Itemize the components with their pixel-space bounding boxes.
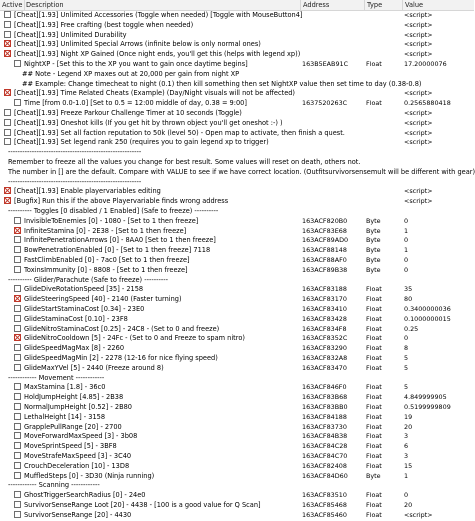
table-row[interactable] <box>0 256 474 264</box>
table-row[interactable] <box>0 217 474 225</box>
description-cell: GlideStaminaCost [0.10] - 23F8 <box>24 314 128 323</box>
description-cell: InfiniteStamina [0] - 2E38 - [Set to 1 then freeze] <box>24 226 187 235</box>
address-cell[interactable]: 1637520263C <box>302 99 348 108</box>
address-cell[interactable]: 163ACF846F0 <box>302 383 347 392</box>
table-header <box>0 0 474 11</box>
description-cell: GlideStartStaminaCost [0.34] - 23E0 <box>24 305 145 313</box>
table-row[interactable] <box>0 491 474 499</box>
type-cell[interactable]: Float <box>366 501 382 509</box>
table-row[interactable] <box>0 50 474 58</box>
description-cell: ## Example: Change timecheat to night (0.1) then kill something then set NightXP value then set time to day (0.38-0.8) <box>22 79 422 88</box>
description-cell: FastClimbEnabled [0] - 7ac0 [Set to 1 then freeze] <box>24 256 190 264</box>
description-cell: MoveSprintSpeed [5] - 3BF8 <box>24 442 117 451</box>
value-cell[interactable]: <script> <box>404 118 433 127</box>
value-cell[interactable]: 0 <box>404 216 409 225</box>
value-cell[interactable]: <script> <box>404 89 433 98</box>
table-row[interactable] <box>0 344 474 352</box>
active-checkbox[interactable] <box>14 383 21 390</box>
type-cell[interactable]: Float <box>366 305 382 313</box>
address-cell[interactable]: 163ACF83510 <box>302 491 347 500</box>
table-row[interactable] <box>0 246 474 254</box>
active-checkbox[interactable] <box>14 256 21 263</box>
description-cell: [Cheat][1.93] Night XP Gained (Once night ends, you'll get this (helps with legend xp)) <box>14 50 301 59</box>
active-checkbox[interactable] <box>14 511 21 518</box>
address-cell[interactable]: 163ACF820B0 <box>302 216 348 225</box>
value-cell[interactable]: 5 <box>404 383 409 392</box>
header-description[interactable]: Description <box>26 1 64 9</box>
description-cell: [Cheat][1.93] Free crafting (best toggle when needed) <box>14 20 194 29</box>
type-cell[interactable]: Float <box>366 344 382 353</box>
table-row[interactable] <box>0 374 474 382</box>
active-checkbox[interactable] <box>14 285 21 292</box>
active-checkbox[interactable] <box>14 501 21 508</box>
value-cell[interactable]: <script> <box>404 510 433 519</box>
table-row[interactable] <box>0 11 474 19</box>
active-checkbox[interactable] <box>14 442 21 449</box>
table-row[interactable] <box>0 334 474 342</box>
active-checkbox[interactable] <box>14 432 21 439</box>
header-divider[interactable] <box>24 0 25 10</box>
description-cell: BowPenetrationEnabled [0] - [Set to 1 then freeze] 7118 <box>24 246 211 255</box>
address-cell[interactable]: 163ACF84188 <box>302 412 347 421</box>
active-checkbox[interactable] <box>14 236 21 243</box>
description-cell: [Cheat][1.93] Oneshot kills (If you get hit by thrown object you'll get oneshot :-) ) <box>14 118 283 127</box>
description-cell: [Cheat][1.93] Unlimited Accessories (Toggle when needed) [Toggle with MouseButton4] <box>14 11 303 19</box>
address-cell[interactable]: 163ACF89AD0 <box>302 236 349 245</box>
type-cell[interactable]: Float <box>366 432 382 441</box>
description-cell: ---------- Glider/Parachute (Safe to freeze) ---------- <box>8 275 168 284</box>
type-cell[interactable]: Float <box>366 383 382 392</box>
type-cell[interactable]: Float <box>366 363 382 372</box>
description-cell: ---------- Toggles [0 disabled / 1 Enabled] (Safe to freeze) ---------- <box>8 207 219 215</box>
active-checkbox[interactable] <box>4 138 11 145</box>
active-checkbox[interactable] <box>14 452 21 459</box>
description-cell: MaxStamina [1.8] - 36c0 <box>24 383 106 392</box>
description-cell: GlideNitroCooldown [5] - 24Fc - (Set to 0 and Freeze to spam nitro) <box>24 334 245 343</box>
header-divider[interactable] <box>364 0 365 10</box>
table-row[interactable] <box>0 60 474 68</box>
value-cell[interactable]: 0 <box>404 236 409 245</box>
value-cell[interactable]: 80 <box>404 295 413 304</box>
description-cell: ToxinsImmunity [0] - 8808 - [Set to 1 then freeze] <box>24 265 188 274</box>
active-checkbox[interactable] <box>4 187 11 194</box>
table-row[interactable] <box>0 481 474 489</box>
address-cell[interactable]: 163ACF85460 <box>302 510 347 519</box>
description-cell: NightXP - [Set this to the XP you want to gain once daytime begins] <box>24 60 248 68</box>
active-checkbox[interactable] <box>14 315 21 322</box>
table-row[interactable] <box>0 295 474 303</box>
table-row[interactable] <box>0 452 474 460</box>
type-cell[interactable]: Float <box>366 452 382 460</box>
table-row[interactable] <box>0 21 474 29</box>
type-cell[interactable]: Float <box>366 285 382 294</box>
value-cell[interactable]: 3 <box>404 452 409 460</box>
active-checkbox[interactable] <box>14 325 21 332</box>
description-cell: MuffledSteps [0] - 3D30 (Ninja running) <box>24 471 155 480</box>
address-cell[interactable]: 163ACF84D60 <box>302 471 348 480</box>
value-cell[interactable]: 8 <box>404 344 409 353</box>
header-active[interactable]: Active <box>2 1 23 9</box>
address-cell[interactable]: 163ACF83470 <box>302 363 347 372</box>
active-checkbox[interactable] <box>14 413 21 420</box>
description-cell: Time [from 0.0-1.0] [Set to 0.5 = 12:00 middle of day, 0.38 = 9:00] <box>24 99 247 108</box>
value-cell[interactable]: 0 <box>404 491 409 500</box>
address-cell[interactable]: 163ACF834F8 <box>302 324 347 333</box>
description-cell: ------------ Movement ------------ <box>8 373 105 382</box>
description-cell: SurvivorSenseRange [20] - 4430 <box>24 510 132 519</box>
type-cell[interactable]: Float <box>366 461 382 470</box>
value-cell[interactable]: 0 <box>404 334 409 343</box>
description-cell: ------------ Scanning ------------ <box>8 481 100 490</box>
table-row[interactable] <box>0 187 474 195</box>
type-cell[interactable]: Float <box>366 99 382 108</box>
description-cell: GlideMaxYVel [5] - 2440 (Freeze around 8) <box>24 363 164 372</box>
value-cell[interactable]: 5 <box>404 363 409 372</box>
address-cell[interactable]: 163ACF83188 <box>302 285 347 294</box>
table-row[interactable] <box>0 148 474 156</box>
active-checkbox[interactable] <box>4 89 11 96</box>
value-cell[interactable]: 5 <box>404 354 409 362</box>
active-checkbox[interactable] <box>4 109 11 116</box>
address-cell[interactable]: 163ACF83410 <box>302 305 347 313</box>
active-checkbox[interactable] <box>4 197 11 204</box>
type-cell[interactable]: Float <box>366 324 382 333</box>
value-cell[interactable]: <script> <box>404 187 433 196</box>
type-cell[interactable]: Float <box>366 60 382 68</box>
type-cell[interactable]: Byte <box>366 246 381 255</box>
type-cell[interactable]: Float <box>366 422 382 431</box>
address-cell[interactable]: 163ACF83B68 <box>302 393 348 402</box>
description-cell: [Cheat][1.93] Freeze Parkour Challenge Timer at 10 seconds (Toggle) <box>14 109 242 117</box>
active-checkbox[interactable] <box>4 50 11 57</box>
description-cell: [Cheat][1.93] Time Related Cheats (Example) (Day/Night visuals will not be affected) <box>14 89 296 98</box>
table-row[interactable] <box>0 501 474 509</box>
table-row[interactable] <box>0 119 474 127</box>
active-checkbox[interactable] <box>14 403 21 410</box>
address-cell[interactable]: 163ACF84C70 <box>302 452 348 460</box>
active-checkbox[interactable] <box>14 99 21 106</box>
active-checkbox[interactable] <box>14 246 21 253</box>
value-cell[interactable]: <script> <box>404 20 433 29</box>
type-cell[interactable]: Float <box>366 314 382 323</box>
value-cell[interactable]: 0.25 <box>404 324 419 333</box>
active-checkbox[interactable] <box>14 364 21 371</box>
table-row[interactable] <box>0 276 474 284</box>
description-cell: -------------------------------------------------------- <box>8 177 142 186</box>
table-row[interactable] <box>0 403 474 411</box>
value-cell[interactable]: <script> <box>404 109 433 117</box>
active-checkbox[interactable] <box>14 393 21 400</box>
table-row[interactable] <box>0 227 474 235</box>
type-cell[interactable]: Float <box>366 403 382 411</box>
type-cell[interactable]: Byte <box>366 256 381 264</box>
description-cell: HoldJumpHeight [4.85] - 2B38 <box>24 393 124 402</box>
address-cell[interactable]: 163ACF83BB0 <box>302 403 348 411</box>
active-checkbox[interactable] <box>14 60 21 67</box>
active-checkbox[interactable] <box>14 334 21 341</box>
address-cell[interactable]: 163ACF85468 <box>302 501 347 509</box>
header-value[interactable]: Value <box>405 1 424 9</box>
type-cell[interactable]: Float <box>366 393 382 402</box>
value-cell[interactable]: 0 <box>404 265 409 274</box>
address-cell[interactable]: 163ACF84B38 <box>302 432 348 441</box>
table-row[interactable] <box>0 432 474 440</box>
type-cell[interactable]: Byte <box>366 216 381 225</box>
type-cell[interactable]: Float <box>366 491 382 500</box>
description-cell: -------------------------------------------------------- <box>8 148 142 157</box>
table-row[interactable] <box>0 383 474 391</box>
address-cell[interactable]: 163ACF83730 <box>302 422 347 431</box>
table-row[interactable] <box>0 442 474 450</box>
address-cell[interactable]: 163B5EAB91C <box>302 60 349 68</box>
active-checkbox[interactable] <box>14 295 21 302</box>
table-row[interactable] <box>0 31 474 39</box>
table-row[interactable] <box>0 99 474 107</box>
description-cell: InvisibleToEnemies [0] - 1080 - [Set to 1 then freeze] <box>24 216 199 225</box>
table-row[interactable] <box>0 511 474 519</box>
table-row[interactable] <box>0 129 474 137</box>
value-cell[interactable]: 17.20000076 <box>404 60 447 68</box>
type-cell[interactable]: Float <box>366 510 382 519</box>
active-checkbox[interactable] <box>4 119 11 126</box>
table-row[interactable] <box>0 236 474 244</box>
active-checkbox[interactable] <box>4 31 11 38</box>
active-checkbox[interactable] <box>14 472 21 479</box>
table-row[interactable] <box>0 364 474 372</box>
active-checkbox[interactable] <box>14 227 21 234</box>
value-cell[interactable]: <script> <box>404 11 433 19</box>
description-cell: [Cheat][1.93] Set legend rank 250 (requires you to gain legend xp to trigger) <box>14 138 269 147</box>
value-cell[interactable]: 35 <box>404 285 413 294</box>
address-cell[interactable]: 163ACF88148 <box>302 246 347 255</box>
active-checkbox[interactable] <box>4 21 11 28</box>
description-cell: SurvivorSenseRange Loot [20] - 4438 - [100 is a good value for Q Scan] <box>24 501 261 509</box>
active-checkbox[interactable] <box>4 11 11 18</box>
table-row[interactable] <box>0 207 474 215</box>
active-checkbox[interactable] <box>14 423 21 430</box>
description-cell: Remember to freeze all the values you change for best result. Some values will reset on death, others not. <box>8 158 361 166</box>
value-cell[interactable]: 1 <box>404 246 409 255</box>
table-row[interactable] <box>0 138 474 146</box>
value-cell[interactable]: 6 <box>404 442 409 451</box>
description-cell: [Cheat][1.93] Unlimited Special Arrows (infinite below is only normal ones) <box>14 40 261 49</box>
table-row[interactable] <box>0 325 474 333</box>
table-row[interactable] <box>0 285 474 293</box>
description-cell: MoveForwardMaxSpeed [3] - 3b08 <box>24 432 138 441</box>
header-divider[interactable] <box>300 0 301 10</box>
description-cell: [Cheat][1.93] Set all faction reputation to 50k (level 50) - Open map to activate, then finish a quest. <box>14 128 345 137</box>
value-cell[interactable]: <script> <box>404 50 433 59</box>
value-cell[interactable]: 1 <box>404 471 409 480</box>
table-row[interactable] <box>0 70 474 78</box>
table-row[interactable] <box>0 472 474 480</box>
value-cell[interactable]: 19 <box>404 412 413 421</box>
description-cell: GhostTriggerSearchRadius [0] - 24e0 <box>24 491 146 500</box>
table-row[interactable] <box>0 158 474 166</box>
value-cell[interactable]: 4.849999905 <box>404 393 447 402</box>
type-cell[interactable]: Float <box>366 334 382 343</box>
description-cell: The number in [] are the default. Compare with VALUE to see if we have correct location. (Outfitsurvivorsensemult will be different with gear) <box>8 167 475 176</box>
type-cell[interactable]: Float <box>366 412 382 421</box>
active-checkbox[interactable] <box>4 40 11 47</box>
table-row[interactable] <box>0 305 474 313</box>
description-cell: GrapplePullRange [20] - 2700 <box>24 422 122 431</box>
value-cell[interactable]: 0.1000000015 <box>404 314 451 323</box>
description-cell: GlideSteeringSpeed [40] - 2140 (Faster turning) <box>24 295 182 304</box>
table-row[interactable] <box>0 413 474 421</box>
description-cell: CrouchDeceleration [10] - 13D8 <box>24 461 130 470</box>
address-cell[interactable]: 163ACF8352C <box>302 334 348 343</box>
description-cell: [Cheat][1.93] Enable playervariables editing <box>14 187 161 196</box>
description-cell: GlideNitroStaminaCost [0.25] - 24C8 - (Set to 0 and freeze) <box>24 324 220 333</box>
table-row[interactable] <box>0 40 474 48</box>
header-type[interactable]: Type <box>367 1 383 9</box>
table-row[interactable] <box>0 462 474 470</box>
description-cell: MoveStrafeMaxSpeed [3] - 3C40 <box>24 452 132 460</box>
table-row[interactable] <box>0 80 474 88</box>
type-cell[interactable]: Byte <box>366 265 381 274</box>
description-cell: GlideSpeedMagMin [2] - 2278 (12-16 for nice flying speed) <box>24 354 218 362</box>
description-cell: [Bugfix] Run this if the above Playervariable finds wrong address <box>14 197 229 206</box>
table-row[interactable] <box>0 178 474 186</box>
address-cell[interactable]: 163ACF84C28 <box>302 442 348 451</box>
table-row[interactable] <box>0 109 474 117</box>
table-row[interactable] <box>0 315 474 323</box>
value-cell[interactable]: <script> <box>404 197 433 206</box>
value-cell[interactable]: 0.5199999809 <box>404 403 451 411</box>
type-cell[interactable]: Byte <box>366 226 381 235</box>
active-checkbox[interactable] <box>14 344 21 351</box>
value-cell[interactable]: 0.3400000036 <box>404 305 451 313</box>
active-checkbox[interactable] <box>14 217 21 224</box>
address-cell[interactable]: 163ACF83290 <box>302 344 347 353</box>
address-cell[interactable]: 163ACF83E68 <box>302 226 347 235</box>
value-cell[interactable]: 1 <box>404 226 409 235</box>
address-cell[interactable]: 163ACF82408 <box>302 461 347 470</box>
type-cell[interactable]: Byte <box>366 236 381 245</box>
value-cell[interactable]: <script> <box>404 40 433 49</box>
active-checkbox[interactable] <box>14 266 21 273</box>
table-row[interactable] <box>0 89 474 97</box>
table-row[interactable] <box>0 168 474 176</box>
value-cell[interactable]: 0.2565880418 <box>404 99 451 108</box>
active-checkbox[interactable] <box>14 491 21 498</box>
address-cell[interactable]: 163ACF88AF0 <box>302 256 347 264</box>
type-cell[interactable]: Float <box>366 295 382 304</box>
value-cell[interactable]: <script> <box>404 138 433 147</box>
description-cell: GlideDiveRotationSpeed [35] - 2158 <box>24 285 144 294</box>
table-row[interactable] <box>0 393 474 401</box>
type-cell[interactable]: Byte <box>366 471 381 480</box>
type-cell[interactable]: Float <box>366 442 382 451</box>
active-checkbox[interactable] <box>14 305 21 312</box>
header-address[interactable]: Address <box>303 1 330 9</box>
value-cell[interactable]: 0 <box>404 256 409 264</box>
active-checkbox[interactable] <box>14 462 21 469</box>
description-cell: GlideSpeedMagMax [8] - 2260 <box>24 344 125 353</box>
description-cell: NormalJumpHeight [0.52] - 2B80 <box>24 403 132 411</box>
header-divider[interactable] <box>402 0 403 10</box>
table-row[interactable] <box>0 197 474 205</box>
value-cell[interactable]: 3 <box>404 432 409 441</box>
address-cell[interactable]: 163ACF83170 <box>302 295 347 304</box>
table-row[interactable] <box>0 354 474 362</box>
value-cell[interactable]: 15 <box>404 461 413 470</box>
active-checkbox[interactable] <box>4 129 11 136</box>
description-cell: LethalHeight [14] - 3158 <box>24 412 106 421</box>
value-cell[interactable]: <script> <box>404 128 433 137</box>
description-cell: ## Note - Legend XP maxes out at 20,000 per gain from night XP <box>22 69 240 78</box>
active-checkbox[interactable] <box>14 354 21 361</box>
table-row[interactable] <box>0 266 474 274</box>
value-cell[interactable]: 20 <box>404 501 413 509</box>
type-cell[interactable]: Float <box>366 354 382 362</box>
address-cell[interactable]: 163ACF83428 <box>302 314 347 323</box>
value-cell[interactable]: 20 <box>404 422 413 431</box>
address-cell[interactable]: 163ACF832A8 <box>302 354 348 362</box>
description-cell: [Cheat][1.93] Unlimited Durability <box>14 30 127 39</box>
address-cell[interactable]: 163ACF89B38 <box>302 265 348 274</box>
table-row[interactable] <box>0 423 474 431</box>
value-cell[interactable]: <script> <box>404 30 433 39</box>
description-cell: InfinitePenetrationArrows [0] - 8AA0 [Set to 1 then freeze] <box>24 236 216 245</box>
